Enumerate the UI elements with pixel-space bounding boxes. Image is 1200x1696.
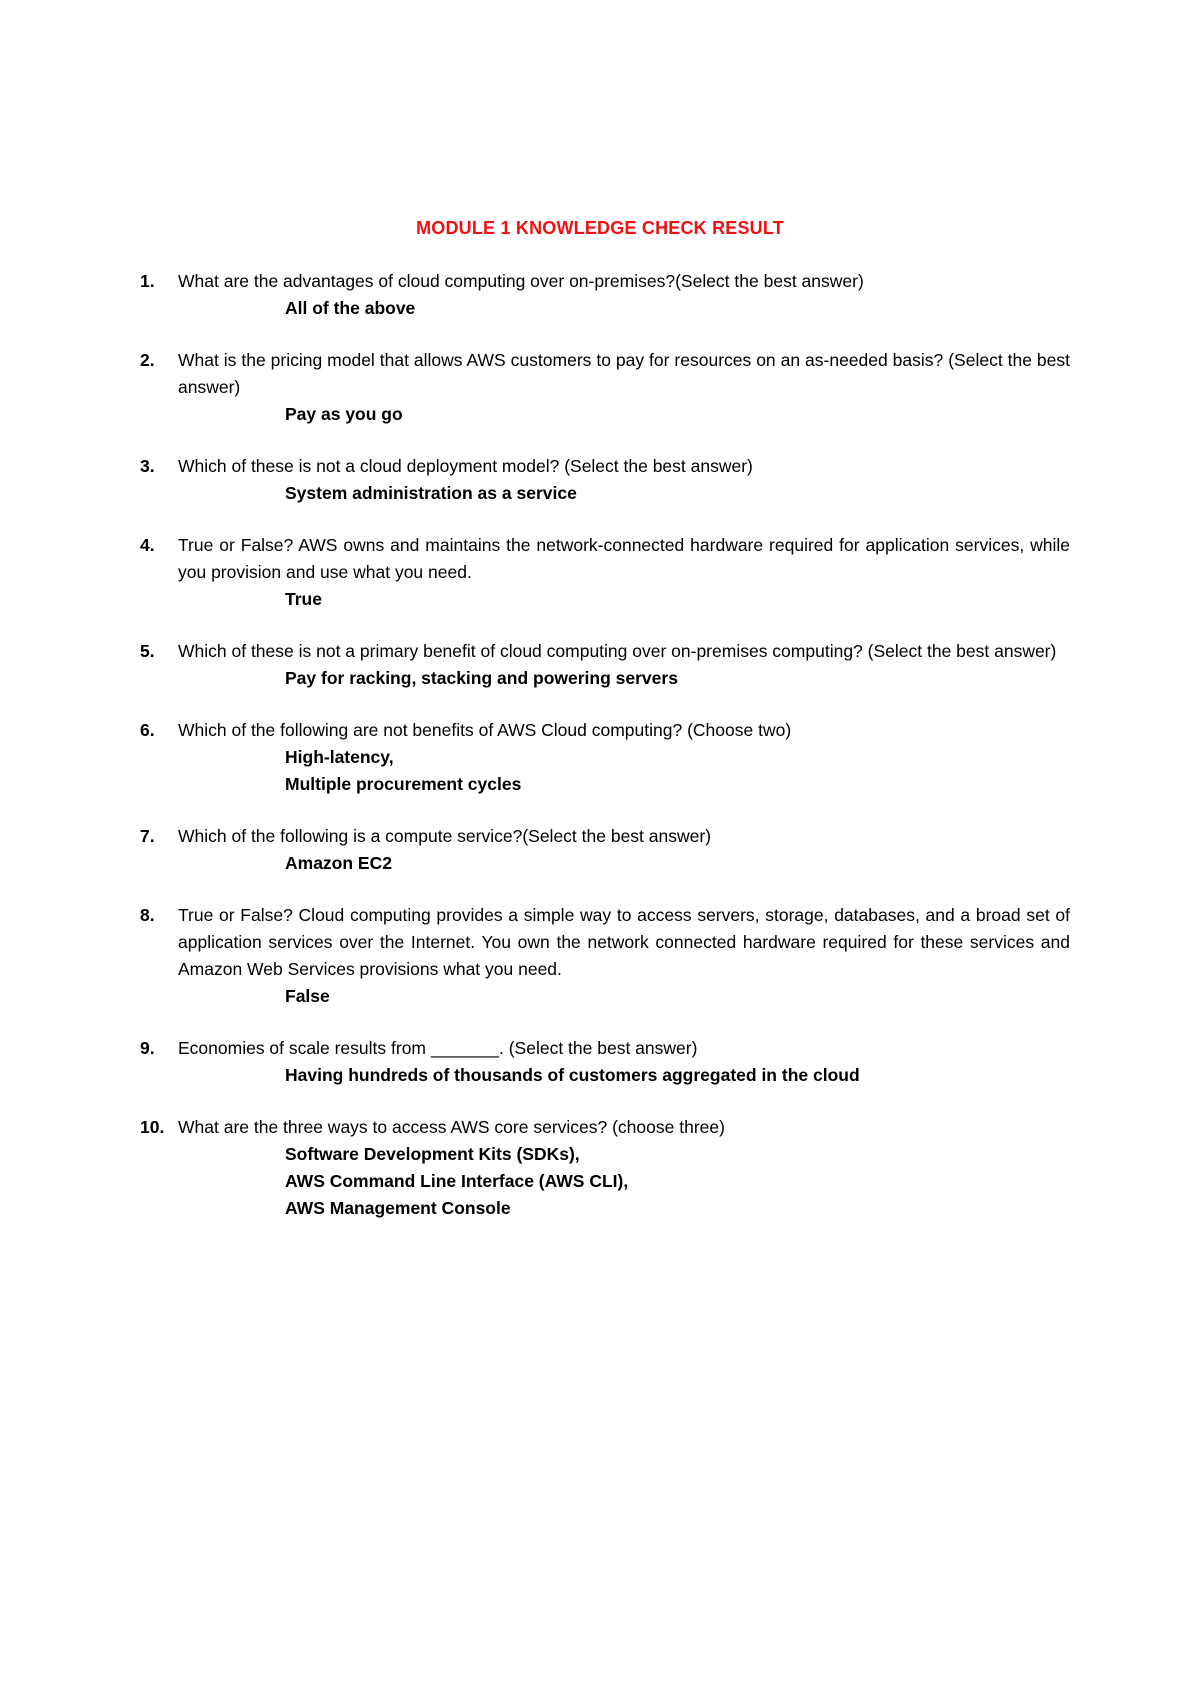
question-item (140, 717, 1070, 798)
answer-text: Multiple procurement cycles (285, 774, 522, 794)
question-number: 6. (140, 720, 155, 740)
answer-text: All of the above (285, 298, 416, 318)
answer-text: High-latency, (285, 747, 394, 767)
question-number: 8. (140, 905, 155, 925)
answer-text: Software Development Kits (SDKs), (285, 1144, 580, 1164)
question-text: What are the advantages of cloud computing over on-premises?(Select the best answer) (178, 271, 864, 291)
answer-text: Pay as you go (285, 404, 403, 424)
question-item (140, 902, 1070, 1010)
question-item (140, 1114, 1070, 1222)
question-list (140, 268, 1070, 1247)
question-text: True or False? AWS owns and maintains the network-connected hardware required for application services, while you provision and use what you need. (178, 535, 1070, 582)
answer-text: True (285, 589, 322, 609)
question-item (140, 1035, 1070, 1089)
question-text: Which of these is not a cloud deployment model? (Select the best answer) (178, 456, 753, 476)
answer-text: System administration as a service (285, 483, 577, 503)
question-item (140, 638, 1070, 692)
answer-text: AWS Command Line Interface (AWS CLI), (285, 1171, 629, 1191)
question-number: 7. (140, 826, 155, 846)
question-number: 2. (140, 350, 155, 370)
question-item (140, 532, 1070, 613)
question-text: What are the three ways to access AWS core services? (choose three) (178, 1117, 725, 1137)
question-item (140, 823, 1070, 877)
question-item (140, 453, 1070, 507)
question-number: 9. (140, 1038, 155, 1058)
question-number: 10. (140, 1117, 165, 1137)
question-number: 1. (140, 271, 155, 291)
question-item (140, 268, 1070, 322)
document-title: MODULE 1 KNOWLEDGE CHECK RESULT (416, 218, 784, 238)
question-number: 3. (140, 456, 155, 476)
question-text: Which of the following is a compute service?(Select the best answer) (178, 826, 712, 846)
question-text: Which of these is not a primary benefit of cloud computing over on-premises computing? (Select the best answer) (178, 641, 1057, 661)
question-number: 4. (140, 535, 155, 555)
question-text: True or False? Cloud computing provides a simple way to access servers, storage, databases, and a broad set of application services over the Internet. You own the network connected hardware required for these services and Amazon Web Services provisions what you need. (178, 905, 1070, 979)
question-text: Economies of scale results from _______. (Select the best answer) (178, 1038, 698, 1058)
answer-text: Amazon EC2 (285, 853, 392, 873)
question-number: 5. (140, 641, 155, 661)
question-text: Which of the following are not benefits of AWS Cloud computing? (Choose two) (178, 720, 792, 740)
question-text: What is the pricing model that allows AWS customers to pay for resources on an as-needed basis? (Select the best answer) (178, 350, 1070, 397)
question-item (140, 347, 1070, 428)
answer-text: AWS Management Console (285, 1198, 511, 1218)
answer-text: Pay for racking, stacking and powering servers (285, 668, 678, 688)
answer-text: False (285, 986, 330, 1006)
answer-text: Having hundreds of thousands of customers aggregated in the cloud (285, 1065, 860, 1085)
